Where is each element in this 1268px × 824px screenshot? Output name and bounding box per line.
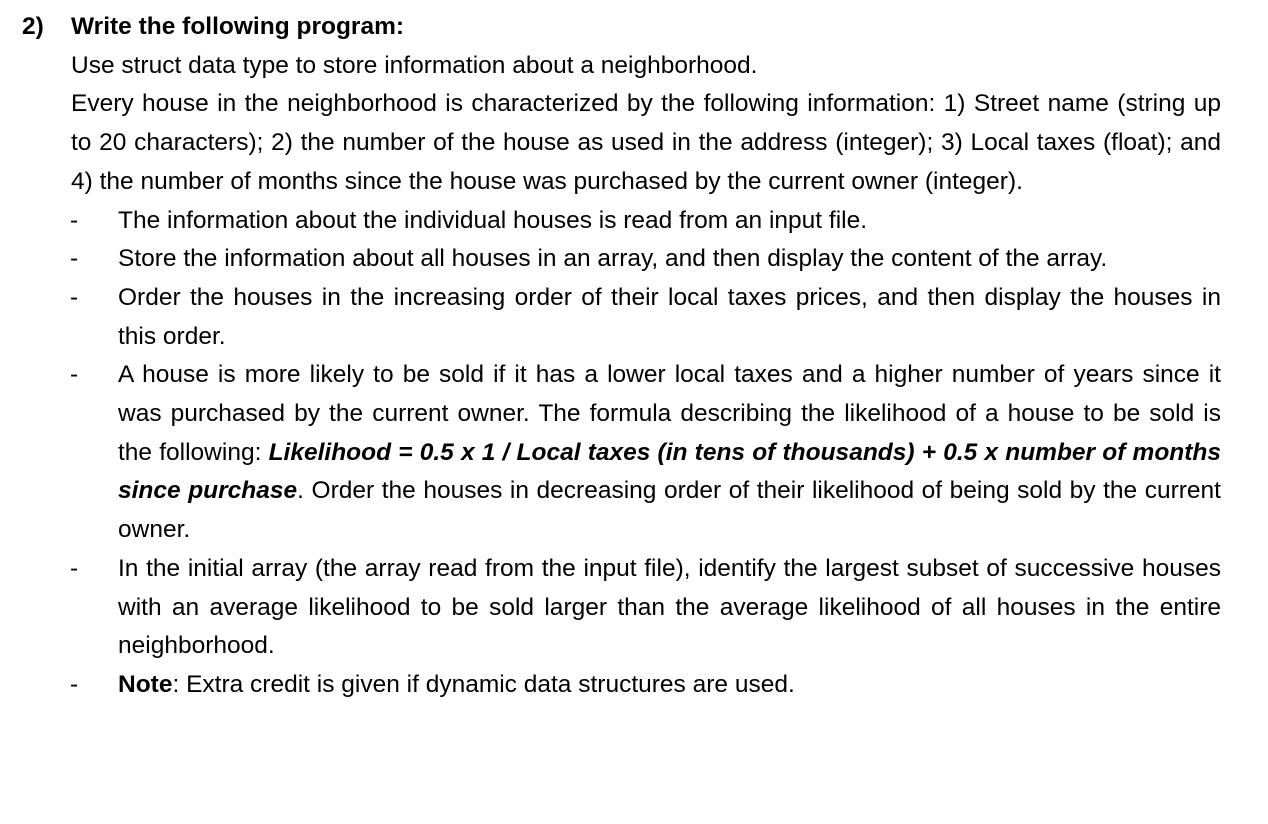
list-item (70, 666, 1221, 705)
list-item (70, 202, 1221, 241)
bullet-dash: - (70, 361, 79, 389)
question-heading (0, 8, 1268, 47)
assignment-document (0, 8, 1268, 705)
question-title: Write the following program: (71, 13, 405, 40)
list-item-text: Store the information about all houses in an array, and then display the content of the array. (118, 245, 1108, 273)
bullet-dash: - (70, 670, 79, 698)
list-item (70, 240, 1221, 279)
list-item-text: The information about the individual houses is read from an input file. (118, 206, 868, 234)
requirements-list (0, 202, 1268, 705)
likelihood-text-after: . Order the houses in decreasing order of their likelihood of being sold by the current owner. (118, 477, 1221, 544)
note-text: : Extra credit is given if dynamic data structures are used. (172, 670, 795, 698)
list-item (70, 550, 1221, 666)
list-item-text: In the initial array (the array read from the input file), identify the largest subset of successive houses with an average likelihood to be sold larger than the average likelihood of all houses in the entire neighborhood. (118, 554, 1221, 660)
bullet-dash: - (70, 245, 79, 273)
question-number: 2) (22, 13, 44, 40)
bullet-dash: - (70, 554, 79, 582)
house-description-paragraph: Every house in the neighborhood is characterized by the following information: 1) Street name (string up to 20 characters); 2) the number of the house as used in the address (integer); 3) Local taxes (float); and 4) the number of months since the house was purchased by the current owner (integer). (71, 90, 1221, 195)
intro-paragraph: Use struct data type to store information about a neighborhood. (71, 51, 758, 79)
list-item-text: Order the houses in the increasing order of their local taxes prices, and then display the houses in this order. (118, 283, 1221, 350)
likelihood-formula: Likelihood = 0.5 x 1 / Local taxes (in tens of thousands) + 0.5 x number of months since purchase (118, 438, 1222, 505)
note-label: Note (118, 670, 173, 698)
bullet-dash: - (70, 283, 79, 311)
likelihood-text-before: A house is more likely to be sold if it has a lower local taxes and a higher number of years since it was purchased by the current owner. The formula describing the likelihood of a house to be sold is the following: (118, 361, 1221, 466)
list-item (70, 356, 1222, 550)
list-item (70, 279, 1221, 356)
bullet-dash: - (70, 206, 79, 234)
